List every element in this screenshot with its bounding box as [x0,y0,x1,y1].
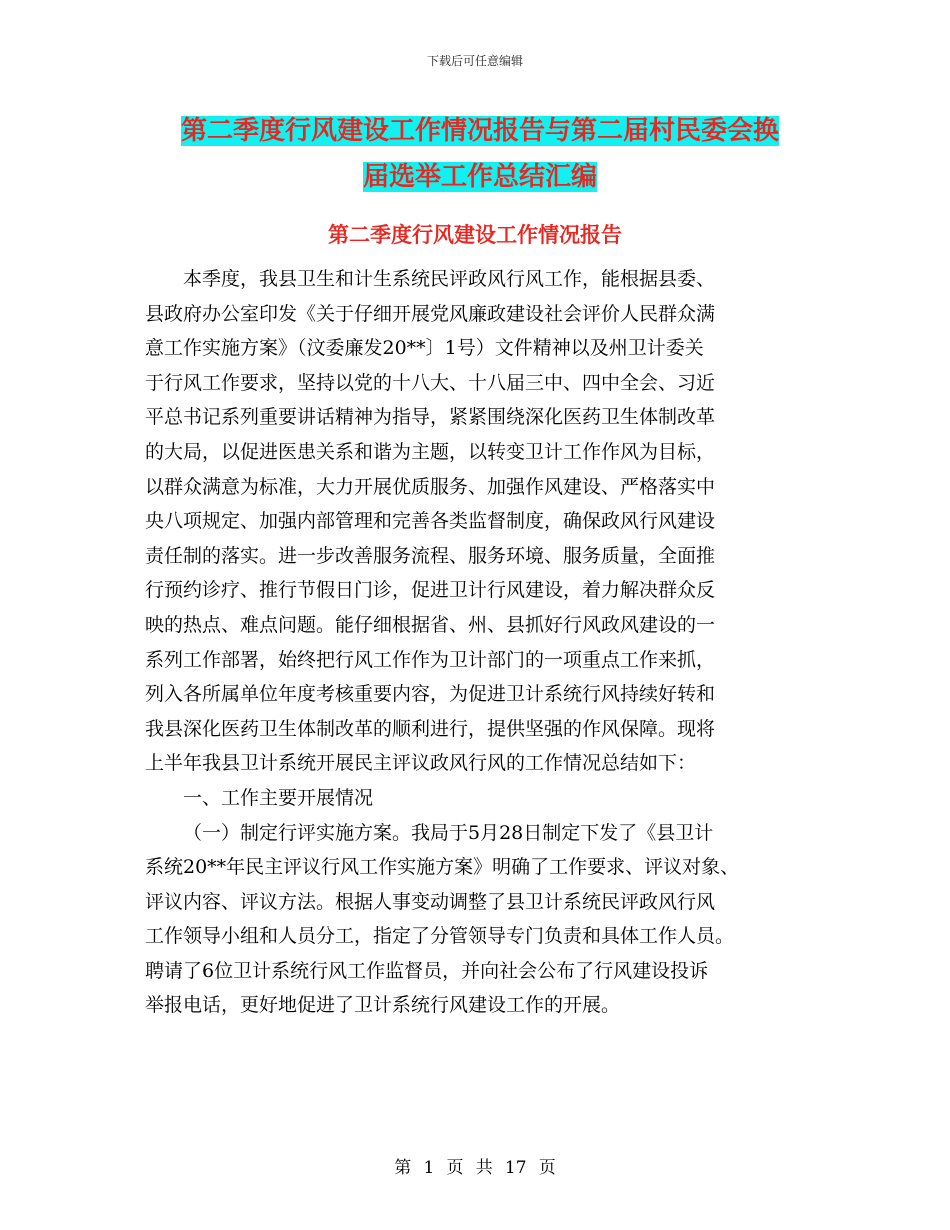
paragraph-item-1 [145,816,810,1024]
section-title: 第二季度行风建设工作情况报告 [328,223,622,247]
text-line: 工作领导小组和人员分工，指定了分管领导专门负责和具体工作人员。 [145,925,735,948]
text-line: 意工作实施方案》（汶委廉发20**〕1号）文件精神以及州卫计委关 [145,337,704,360]
page-footer: 第 1 页 共 17 页 [394,1158,556,1178]
text-line: 央八项规定、加强内部管理和完善各类监督制度，确保政风行风建设 [145,510,716,533]
header-note: 下载后可任意编辑 [426,54,523,68]
text-line: 系列工作部署，始终把行风工作作为卫计部门的一项重点工作来抓， [145,648,716,671]
text-line: 一、工作主要开展情况 [183,786,374,809]
text-line: （一）制定行评实施方案。我局于5月28日制定下发了《县卫计 [183,821,714,844]
text-line: 以群众满意为标准，大力开展优质服务、加强作风建设、严格落实中 [145,475,716,498]
text-line: 县政府办公室印发《关于仔细开展党风廉政建设社会评价人民群众满 [145,302,716,325]
text-line: 责任制的落实。进一步改善服务流程、服务环境、服务质量，全面推 [145,544,716,567]
document-title-line-1: 第二季度行风建设工作情况报告与第二届村民委会换 [180,116,779,146]
paragraph-intro [145,262,810,781]
document-body [145,262,810,1023]
document-title-line-2: 届选举工作总结汇编 [362,162,597,192]
text-line: 我县深化医药卫生体制改革的顺利进行，提供坚强的作风保障。现将 [145,717,716,740]
heading-section-1 [145,781,810,816]
text-line: 列入各所属单位年度考核重要内容，为促进卫计系统行风持续好转和 [145,683,716,706]
text-line: 于行风工作要求，坚持以党的十八大、十八届三中、四中全会、习近 [145,371,716,394]
text-line: 的大局，以促进医患关系和谐为主题，以转变卫计工作作风为目标， [145,440,716,463]
text-line: 行预约诊疗、推行节假日门诊，促进卫计行风建设，着力解决群众反 [145,579,716,602]
text-line: 系统20**年民主评议行风工作实施方案》明确了工作要求、评议对象、 [145,856,740,879]
text-line: 上半年我县卫计系统开展民主评议政风行风的工作情况总结如下： [145,752,697,775]
text-line: 聘请了6位卫计系统行风工作监督员，并向社会公布了行风建设投诉 [145,959,709,982]
document-title [145,108,815,200]
text-line: 评议内容、评议方法。根据人事变动调整了县卫计系统民评政风行风 [145,890,716,913]
text-line: 映的热点、难点问题。能仔细根据省、州、县抓好行风政风建设的一 [145,613,716,636]
text-line: 本季度，我县卫生和计生系统民评政风行风工作，能根据县委、 [183,268,716,290]
text-line: 举报电话，更好地促进了卫计系统行风建设工作的开展。 [145,994,621,1017]
text-line: 平总书记系列重要讲话精神为指导，紧紧围绕深化医药卫生体制改革 [145,406,716,429]
